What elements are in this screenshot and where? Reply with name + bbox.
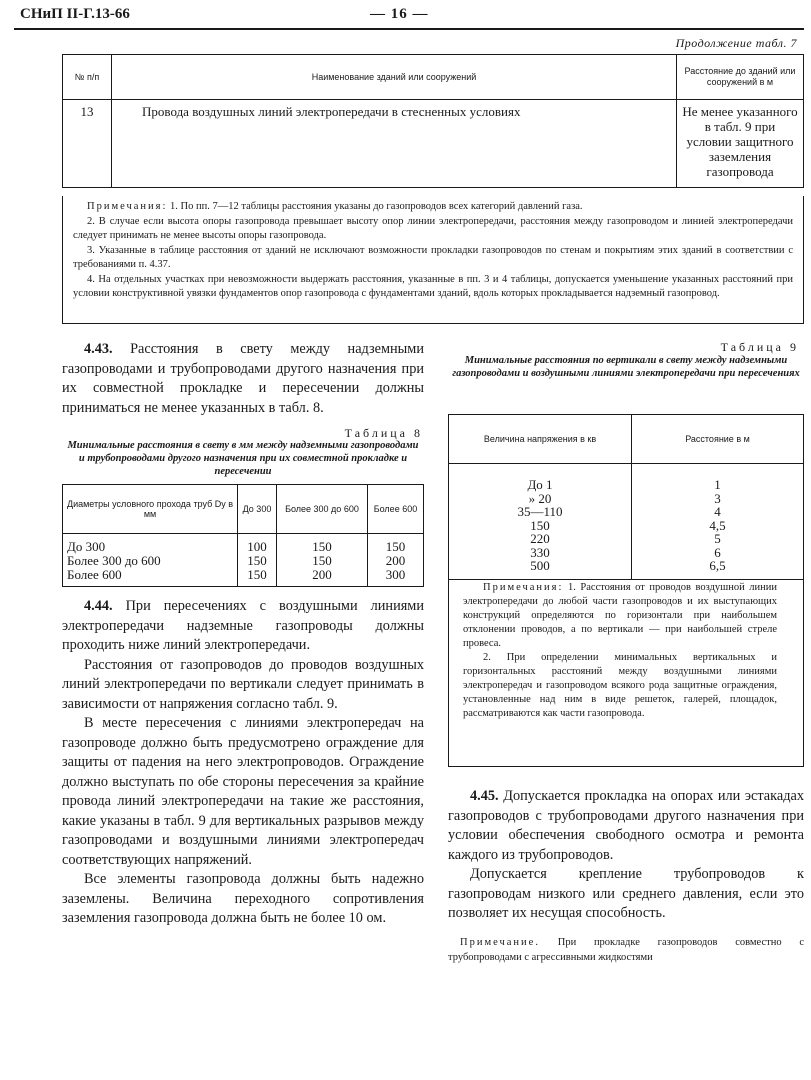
final-note — [448, 935, 804, 965]
table8-cell: 200 — [312, 567, 332, 582]
table8-caption: Минимальные расстояния в свету в мм между надземными газопроводами и трубопроводами другого назначения при их совместной прокладке и пересечении — [67, 440, 419, 477]
table9-caption: Минимальные расстояния по вертикали в свету между надземными газопроводами и воздушными линиями электропередачи при пересечениях — [452, 355, 800, 379]
table8-cell: 100 — [247, 539, 267, 554]
table8-row-label: До 300 — [67, 539, 106, 554]
table8 — [62, 484, 424, 587]
table9 — [448, 414, 804, 580]
table9-voltages — [449, 464, 632, 580]
final-note-text: При прокладке газопроводов совместно с трубопроводами с агрессивными жидкостями — [448, 937, 805, 963]
table9-distance: 6 — [714, 544, 721, 560]
table-row — [63, 100, 804, 188]
table8-cell: 150 — [247, 553, 267, 568]
table9-distance: 3 — [714, 490, 721, 506]
table9-voltage: 150 — [530, 517, 550, 533]
table-row — [63, 534, 424, 587]
table9-notes — [448, 569, 804, 767]
table8-cell: 300 — [385, 567, 406, 582]
table9-header-distance: Расстояние в м — [632, 415, 804, 464]
paragraph-4-45-para2: Допускается крепление трубопроводов к газопроводам низкого или среднего давления, если это позволяет их несущая способность. — [448, 866, 804, 921]
table8-header-diameter: Диаметры условного прохода труб Dу в мм — [63, 485, 238, 534]
table8-header-col1: До 300 — [238, 485, 277, 534]
table9-distance: 6,5 — [709, 558, 726, 573]
table9-distance: 5 — [714, 531, 721, 546]
table8-col1-values — [238, 534, 277, 587]
table8-cell: 150 — [312, 553, 332, 568]
table9-label: Таблица 9 — [720, 340, 799, 354]
paragraph-4-44-number: 4.44. — [84, 598, 113, 614]
table8-col2-values — [276, 534, 367, 587]
final-note-title: Примечание. — [460, 937, 540, 948]
table7 — [62, 54, 804, 188]
table9-note-2: 2. При определении минимальных вертикальных и горизонтальных расстояний между воздушными линиями электропередач и газопроводом всякого рода защитные ограждения, установленные над ним в виде решеток, галерей, площадок, рассматриваются как части газопровода. — [463, 652, 777, 719]
table9-note-1: 1. Расстояния от проводов воздушной линии электропередачи до любой части газопроводов и их выступающих конструкций определяются по горизонтали при наибольшем отклонении проводов, а по вертикали — при наибольшей стреле провеса. — [463, 582, 778, 649]
table8-header-col2: Более 300 до 600 — [276, 485, 367, 534]
table7-note-2: 2. В случае если высота опоры газопровода превышает высоту опор линии электропередачи, расстояния между газопроводом и линией электропередачи следует принимать не менее высоты опоры газопровода. — [73, 215, 793, 241]
table9-voltage: 220 — [530, 531, 550, 546]
table8-header-row — [63, 485, 424, 534]
table8-cell: 200 — [385, 553, 406, 568]
paragraph-4-43-number: 4.43. — [84, 341, 113, 357]
table7-row-distance: Не менее указанного в табл. 9 при условии защитного заземления газопровода — [677, 100, 804, 188]
table7-header-name: Наименование зданий или сооружений — [112, 55, 677, 100]
paragraph-4-45-number: 4.45. — [470, 788, 499, 804]
paragraph-4-44 — [62, 597, 424, 929]
table7-note-1: 1. По пп. 7—12 таблицы расстояния указаны до газопроводов всех категорий давлений газа. — [170, 201, 583, 212]
table7-notes-title: Примечания: — [87, 201, 168, 212]
paragraph-4-44-para3: В месте пересечения с линиями электропередач на газопроводе должно быть предусмотрено ограждение для защиты от падения на него электропроводов. Ограждение должно выступать по обе стороны пересечения за крайние провода линий электропередачи на такие же расстояния, какие указаны в табл. 9 для вертикальных разрывов между газопроводами и воздушными линиями электропередач соответствующих напряжений. — [62, 715, 424, 868]
table9-voltage: До 1 — [527, 477, 553, 492]
paragraph-4-44-para2: Расстояния от газопроводов до проводов воздушных линий электропередачи по вертикали следует принимать в зависимости от напряжения согласно табл. 9. — [62, 656, 424, 712]
table8-header-col3: Более 600 — [367, 485, 423, 534]
table8-row-label: Более 300 до 600 — [67, 553, 161, 568]
table9-header-row — [449, 415, 804, 464]
table-row — [449, 464, 804, 580]
table9-distance: 4 — [714, 504, 721, 519]
table8-row-labels — [63, 534, 238, 587]
paragraph-4-44-text: При пересечениях с воздушными линиями электропередачи надземные газопроводы должны проходить ниже линий электропередачи. — [62, 598, 424, 653]
table7-continuation-label: Продолжение табл. 7 — [675, 36, 797, 50]
paragraph-4-43-text: Расстояния в свету между надземными газопроводами и трубопроводами другого назначения при их совместной прокладке и пересечении должны приниматься не менее указанных в табл. 8. — [62, 341, 424, 416]
table8-row-label: Более 600 — [67, 567, 122, 582]
paragraph-4-45-text: Допускается прокладка на опорах или эстакадах газопроводов с трубопроводами другого назначения при условии обеспечения свободного осмотра и ремонта каждого из трубопроводов. — [448, 788, 804, 863]
table9-distance: 4,5 — [709, 517, 726, 533]
table8-col3-values — [367, 534, 423, 587]
table9-header-voltage: Величина напряжения в кв — [449, 415, 632, 464]
table8-label: Таблица 8 — [344, 426, 423, 440]
table7-header-num: № п/п — [63, 55, 112, 100]
table9-notes-title: Примечания: — [483, 582, 564, 593]
table9-distance: 1 — [714, 477, 721, 492]
table8-cell: 150 — [385, 539, 406, 554]
table9-voltage: » 20 — [528, 490, 552, 506]
table8-cell: 150 — [312, 539, 332, 554]
page-number: — 16 — — [370, 6, 429, 22]
paragraph-4-44-para4: Все элементы газопровода должны быть надежно заземлены. Величина переходного сопротивления заземления газопровода должна быть не более 10 ом. — [62, 871, 424, 926]
table7-row-num: 13 — [63, 100, 112, 188]
table7-note-3: 3. Указанные в таблице расстояния от зданий не исключают возможности прокладки газопроводов по стенам и покрытиям этих зданий в соответствии с требованиями п. 4.37. — [73, 244, 793, 270]
header-rule — [14, 28, 804, 30]
document-code: СНиП II-Г.13-66 — [20, 6, 130, 22]
table9-voltage: 330 — [530, 544, 550, 560]
table7-header-row — [63, 55, 804, 100]
table7-header-distance: Расстояние до зданий или сооружений в м — [677, 55, 804, 100]
table7-row-name: Провода воздушных линий электропередачи в стесненных условиях — [112, 100, 677, 188]
table9-voltage: 500 — [530, 558, 550, 573]
table9-voltage: 35—110 — [517, 504, 563, 519]
table8-cell: 150 — [247, 567, 267, 582]
paragraph-4-45 — [448, 787, 804, 924]
table9-distances — [632, 464, 804, 580]
paragraph-4-43 — [62, 340, 424, 418]
table7-notes — [62, 196, 804, 324]
table7-note-4: 4. На отдельных участках при невозможности выдержать расстояния, указанные в пп. 3 и 4 таблицы, допускается уменьшение указанных расстояний при условии конструктивной увязки фундаментов опор газопровода с фундаментами зданий, вдоль которых прокладывается надземный газопровод. — [73, 273, 793, 299]
